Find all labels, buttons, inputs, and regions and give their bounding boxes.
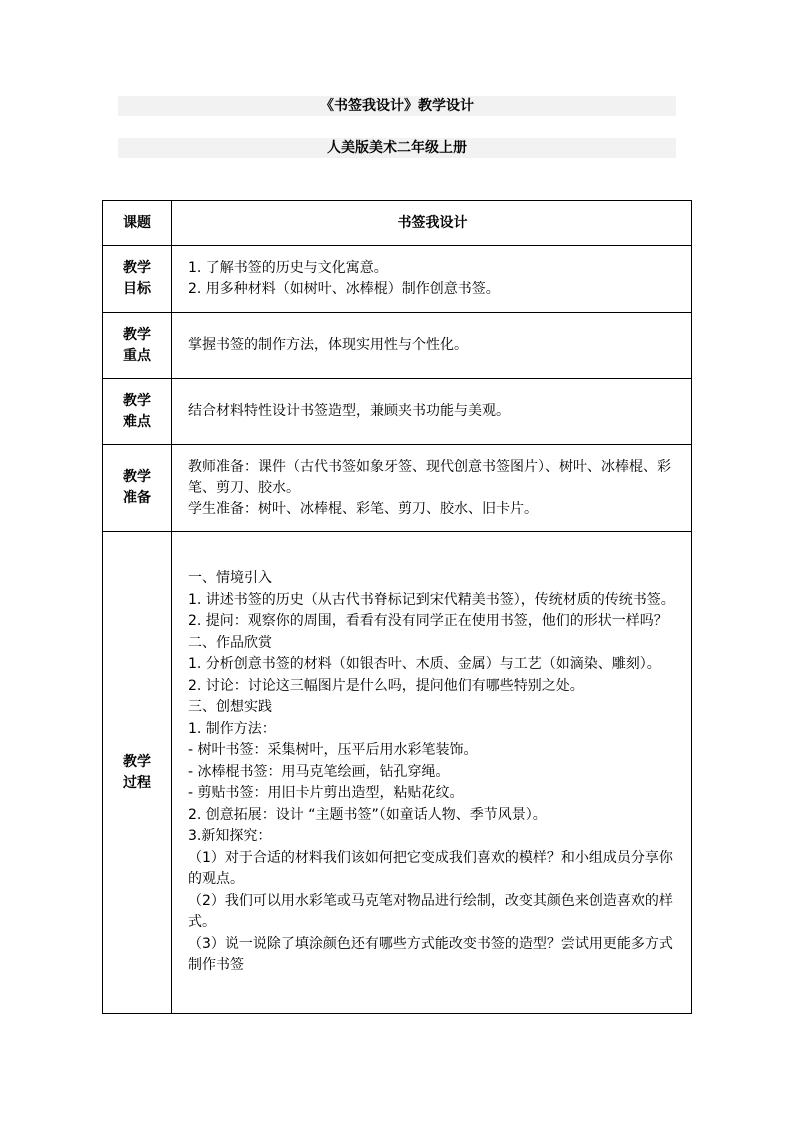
lesson-plan-table	[102, 200, 692, 1014]
process-line: （1）对于合适的材料我们该如何把它变成我们喜欢的模样？和小组成员分享你的观点。	[188, 849, 673, 888]
topic-value: 书签我设计	[172, 201, 692, 246]
process-content	[172, 532, 692, 1014]
label-goals-line1: 教学	[123, 260, 151, 276]
label-process	[103, 532, 172, 1014]
document-subtitle: 人美版美术二年级上册	[118, 138, 676, 158]
process-line: 2. 创意拓展：设计 “主题书签”（如童话人物、季节风景）。	[188, 806, 547, 823]
label-preparation-line1: 教学	[123, 469, 151, 485]
process-line: - 剪贴书签：用旧卡片剪出造型，粘贴花纹。	[188, 785, 464, 802]
label-key-points-line1: 教学	[123, 326, 151, 343]
label-preparation	[103, 445, 172, 532]
row-process	[103, 532, 692, 1014]
label-topic: 课题	[103, 201, 172, 246]
label-key-points-line2: 重点	[123, 347, 151, 364]
row-key-points	[103, 313, 692, 379]
label-difficulties	[103, 379, 172, 445]
goal-item: 1. 了解书签的历史与文化寓意。	[188, 260, 388, 276]
process-line: 2. 提问：观察你的周围，看看有没有同学正在使用书签，他们的形状一样吗？	[188, 613, 668, 630]
process-line: 1. 讲述书签的历史（从古代书脊标记到宋代精美书签），传统材质的传统书签。	[188, 591, 675, 608]
process-line: （2）我们可以用水彩笔或马克笔对物品进行绘制，改变其颜色来创造喜欢的样式。	[188, 892, 673, 931]
process-line: 2. 讨论：讨论这三幅图片是什么吗，提问他们有哪些特别之处。	[188, 677, 584, 694]
label-preparation-line2: 准备	[123, 490, 151, 506]
process-line: （3）说一说除了填涂颜色还有哪些方式能改变书签的造型？尝试用更能多方式制作书签	[188, 935, 673, 974]
row-preparation	[103, 445, 692, 532]
process-section-heading: 三、创想实践	[188, 699, 272, 716]
process-line: - 冰棒棍书签：用马克笔绘画，钻孔穿绳。	[188, 763, 450, 780]
process-section-heading: 一、情境引入	[188, 570, 272, 587]
preparation-content	[172, 445, 692, 532]
process-line: 1. 分析创意书签的材料（如银杏叶、木质、金属）与工艺（如滴染、雕刻）。	[188, 656, 661, 673]
process-line: - 树叶书签：采集树叶，压平后用水彩笔装饰。	[188, 742, 478, 759]
row-goals	[103, 246, 692, 313]
label-process-line2: 过程	[123, 774, 151, 791]
process-line: 3.新知探究：	[188, 828, 272, 845]
key-points-content: 掌握书签的制作方法，体现实用性与个性化。	[172, 313, 692, 379]
label-key-points	[103, 313, 172, 379]
difficulties-content: 结合材料特性设计书签造型，兼顾夹书功能与美观。	[172, 379, 692, 445]
goal-item: 2. 用多种材料（如树叶、冰棒棍）制作创意书签。	[188, 281, 500, 297]
label-process-line1: 教学	[123, 753, 151, 770]
process-section-heading: 二、作品欣赏	[188, 634, 272, 651]
student-preparation: 学生准备：树叶、冰棒棍、彩笔、剪刀、胶水、旧卡片。	[188, 500, 538, 517]
label-difficulties-line2: 难点	[123, 413, 151, 430]
row-difficulties	[103, 379, 692, 445]
goals-content	[172, 246, 692, 313]
label-goals-line2: 目标	[123, 281, 151, 297]
label-goals	[103, 246, 172, 313]
process-line: 1. 制作方法：	[188, 720, 276, 737]
teacher-preparation: 教师准备：课件（古代书签如象牙签、现代创意书签图片）、树叶、冰棒棍、彩笔、剪刀、胶水。	[188, 458, 671, 496]
row-topic	[103, 201, 692, 246]
label-difficulties-line1: 教学	[123, 392, 151, 409]
document-title: 《书签我设计》教学设计	[118, 96, 676, 116]
